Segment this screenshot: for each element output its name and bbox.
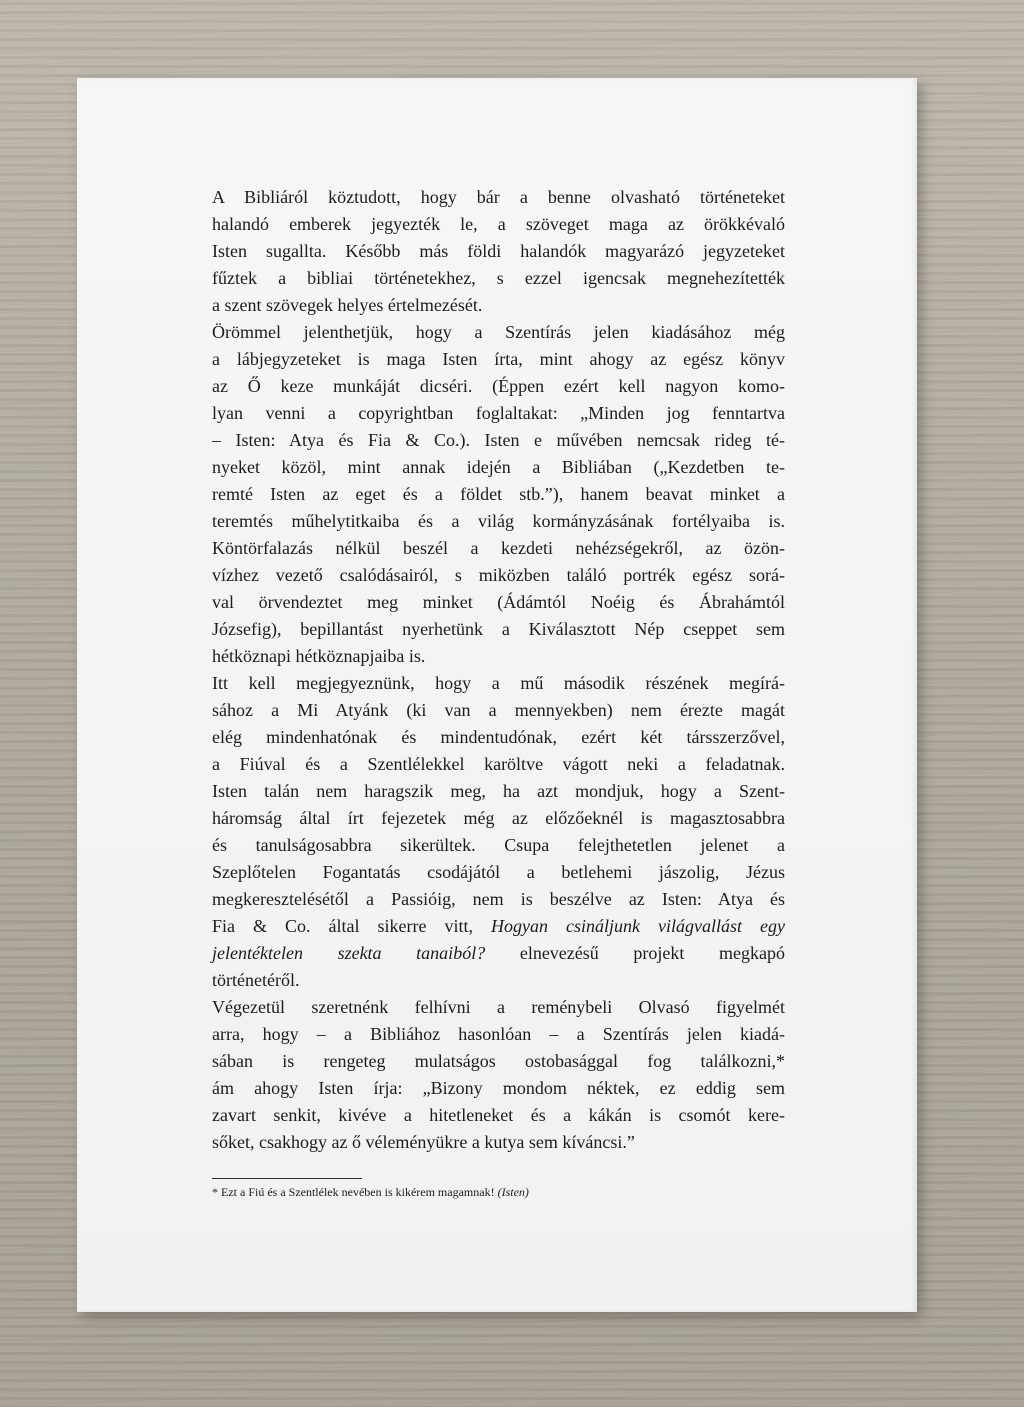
text-line: Szeplőtelen Fogantatás csodájától a betlehemi jászolig, Jézus [212,862,785,882]
text-line: vízhez vezető csalódásairól, s miközben találó portrék egész sorá- [212,565,785,585]
footnote-author: (Isten) [497,1185,529,1199]
text-line: halandó emberek jegyezték le, a szöveget maga az örökkévaló [212,214,785,234]
paragraph-2 [212,319,785,670]
footnote-text: * Ezt a Fiú és a Szentlélek nevében is kikérem magamnak! [212,1185,498,1199]
book-title-italic: Hogyan csináljunk világvallást egy [491,916,785,936]
text-line: Örömmel jelenthetjük, hogy a Szentírás jelen kiadásához még [212,322,785,342]
text-line: sőket, csakhogy az ő véleményükre a kutya sem kíváncsi.” [212,1132,635,1152]
text-line: Isten sugallta. Később más földi halandók magyarázó jegyzeteket [212,241,785,261]
text-line: a Fiúval és a Szentlélekkel karöltve vágott neki a feladatnak. [212,754,785,774]
text-line: Isten talán nem haragszik meg, ha azt mondjuk, hogy a Szent- [212,781,785,801]
text-line: megkeresztelésétől a Passióig, nem is beszélve az Isten: Atya és [212,889,785,909]
text-line: lyan venni a copyrightban foglaltakat: „Minden jog fenntartva [212,403,785,423]
text-line: hétköznapi hétköznapjaiba is. [212,646,426,666]
text-line: – Isten: Atya és Fia & Co.). Isten e művében nemcsak rideg té- [212,430,785,450]
text-line: sához a Mi Atyánk (ki van a mennyekben) nem érezte magát [212,700,785,720]
text-line: A Bibliáról köztudott, hogy bár a benne olvasható történeteket [212,187,785,207]
text-line: sában is rengeteg mulatságos ostobasággal fog találkozni,* [212,1051,785,1071]
text-line: elég mindenhatónak és mindentudónak, ezért két társszerzővel, [212,727,785,747]
text-line: és tanulságosabbra sikerültek. Csupa felejthetetlen jelenet a [212,835,785,855]
text-line: remté Isten az eget és a földet stb.”), hanem beavat minket a [212,484,785,504]
text-line: teremtés műhelytitkaiba és a világ kormányzásának fortélyaiba is. [212,511,785,531]
book-title-italic: jelentéktelen szekta tanaiból? [212,943,486,963]
text-line: a szent szövegek helyes értelmezését. [212,295,483,315]
text-line: háromság által írt fejezetek még az előzőeknél is magasztosabbra [212,808,785,828]
text-run: elnevezésű projekt megkapó [485,943,786,963]
text-line: történetéről. [212,970,300,990]
paragraph-3 [212,670,785,994]
paragraph-1 [212,184,785,319]
text-line: az Ő keze munkáját dicséri. (Éppen ezért kell nagyon komo- [212,376,785,396]
text-line: arra, hogy – a Bibliához hasonlóan – a Szentírás jelen kiadá- [212,1024,785,1044]
blurb-text [212,184,785,1156]
text-line: nyeket közöl, mint annak idején a Bibliában („Kezdetben te- [212,457,785,477]
text-line-mixed [212,940,785,967]
text-line: Itt kell megjegyeznünk, hogy a mű második részének megírá- [212,673,785,693]
text-line: ám ahogy Isten írja: „Bizony mondom néktek, ez eddig sem [212,1078,785,1098]
text-line: val örvendeztet meg minket (Ádámtól Noéig és Ábrahámtól [212,592,785,612]
text-line: fűztek a bibliai történetekhez, s ezzel igencsak megnehezítették [212,268,785,288]
text-line: zavart senkit, kivéve a hitetleneket és a kákán is csomót kere- [212,1105,785,1125]
text-line: Köntörfalazás nélkül beszél a kezdeti nehézségekről, az özön- [212,538,785,558]
text-line-mixed [212,913,785,940]
footnote-divider [212,1178,362,1179]
text-line: Végezetül szeretnénk felhívni a reménybeli Olvasó figyelmét [212,997,785,1017]
text-run: Fia & Co. által sikerre vitt, [212,916,492,936]
text-line: a lábjegyzeteket is maga Isten írta, mint ahogy az egész könyv [212,349,785,369]
text-line: Józsefig), bepillantást nyerhetünk a Kiválasztott Nép cseppet sem [212,619,785,639]
footnote [212,1184,785,1200]
paragraph-4 [212,994,785,1156]
